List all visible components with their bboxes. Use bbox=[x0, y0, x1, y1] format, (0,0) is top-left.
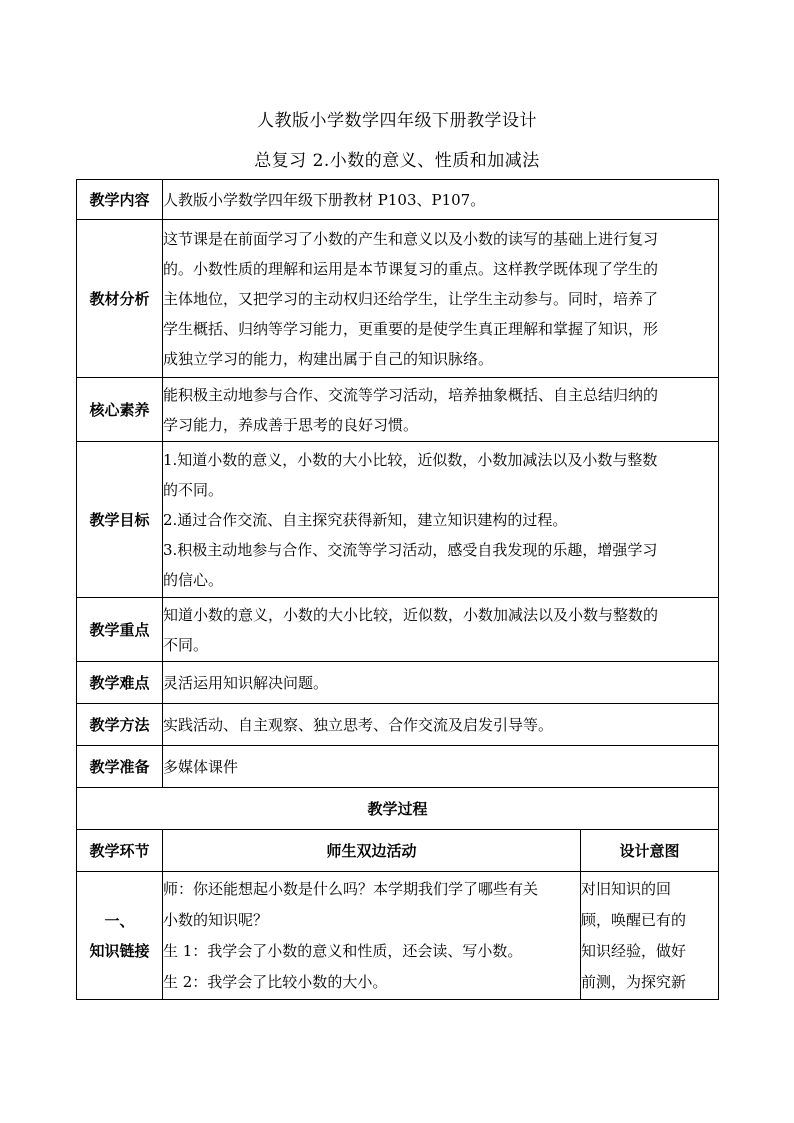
row-label: 核心素养 bbox=[77, 378, 163, 442]
table-row bbox=[77, 662, 719, 704]
column-header-activity: 师生双边活动 bbox=[163, 830, 581, 872]
table-row bbox=[77, 788, 719, 830]
row-label: 教学内容 bbox=[77, 180, 163, 220]
row-content: 多媒体课件 bbox=[163, 746, 719, 788]
table-row bbox=[77, 872, 719, 1000]
row-label: 教学重点 bbox=[77, 598, 163, 662]
column-header-intent: 设计意图 bbox=[581, 830, 719, 872]
row-content: 灵活运用知识解决问题。 bbox=[163, 662, 719, 704]
intent-cell: 对旧知识的回 顾，唤醒已有的 知识经验，做好 前测，为探究新 bbox=[581, 872, 719, 1000]
table-row bbox=[77, 746, 719, 788]
row-label: 教学方法 bbox=[77, 704, 163, 746]
step-cell bbox=[77, 872, 163, 1000]
table-row bbox=[77, 598, 719, 662]
lesson-plan-table bbox=[76, 179, 719, 1000]
row-content: 人教版小学数学四年级下册教材 P103、P107。 bbox=[163, 180, 719, 220]
row-label: 教材分析 bbox=[77, 220, 163, 378]
table-row bbox=[77, 442, 719, 598]
row-content: 这节课是在前面学习了小数的产生和意义以及小数的读写的基础上进行复习 的。小数性质的理解和运用是本节课复习的重点。这样教学既体现了学生的 主体地位，又把学习的主动权归还给学生，让学生主动参与。同时，培养了 学生概括、归纳等学习能力，更重要的是使学生真正理解和掌握了知识，形 成独立学习的能力，构建出属于自己的知识脉络。 bbox=[163, 220, 719, 378]
row-label: 教学难点 bbox=[77, 662, 163, 704]
table-row bbox=[77, 378, 719, 442]
row-content: 能积极主动地参与合作、交流等学习活动，培养抽象概括、自主总结归纳的 学习能力，养成善于思考的良好习惯。 bbox=[163, 378, 719, 442]
table-header-row bbox=[77, 830, 719, 872]
row-content: 1.知道小数的意义，小数的大小比较，近似数，小数加减法以及小数与整数 的不同。 2.通过合作交流、自主探究获得新知，建立知识建构的过程。 3.积极主动地参与合作、交流等学习活动，感受自我发现的乐趣，增强学习 的信心。 bbox=[163, 442, 719, 598]
page-title: 人教版小学数学四年级下册教学设计 bbox=[257, 111, 537, 131]
activity-cell: 师：你还能想起小数是什么吗？本学期我们学了哪些有关 小数的知识呢？ 生 1：我学会了小数的意义和性质，还会读、写小数。 生 2：我学会了比较小数的大小。 bbox=[163, 872, 581, 1000]
row-label: 教学准备 bbox=[77, 746, 163, 788]
step-name: 知识链接 bbox=[89, 941, 150, 960]
row-label: 教学目标 bbox=[77, 442, 163, 598]
process-title: 教学过程 bbox=[77, 788, 719, 830]
column-header-step: 教学环节 bbox=[77, 830, 163, 872]
page-subtitle: 总复习 2.小数的意义、性质和加减法 bbox=[254, 151, 540, 171]
table-row bbox=[77, 220, 719, 378]
table-row bbox=[77, 180, 719, 220]
step-number: 一、 bbox=[104, 911, 135, 930]
row-content: 实践活动、自主观察、独立思考、合作交流及启发引导等。 bbox=[163, 704, 719, 746]
row-content: 知道小数的意义，小数的大小比较，近似数，小数加减法以及小数与整数的 不同。 bbox=[163, 598, 719, 662]
table-row bbox=[77, 704, 719, 746]
